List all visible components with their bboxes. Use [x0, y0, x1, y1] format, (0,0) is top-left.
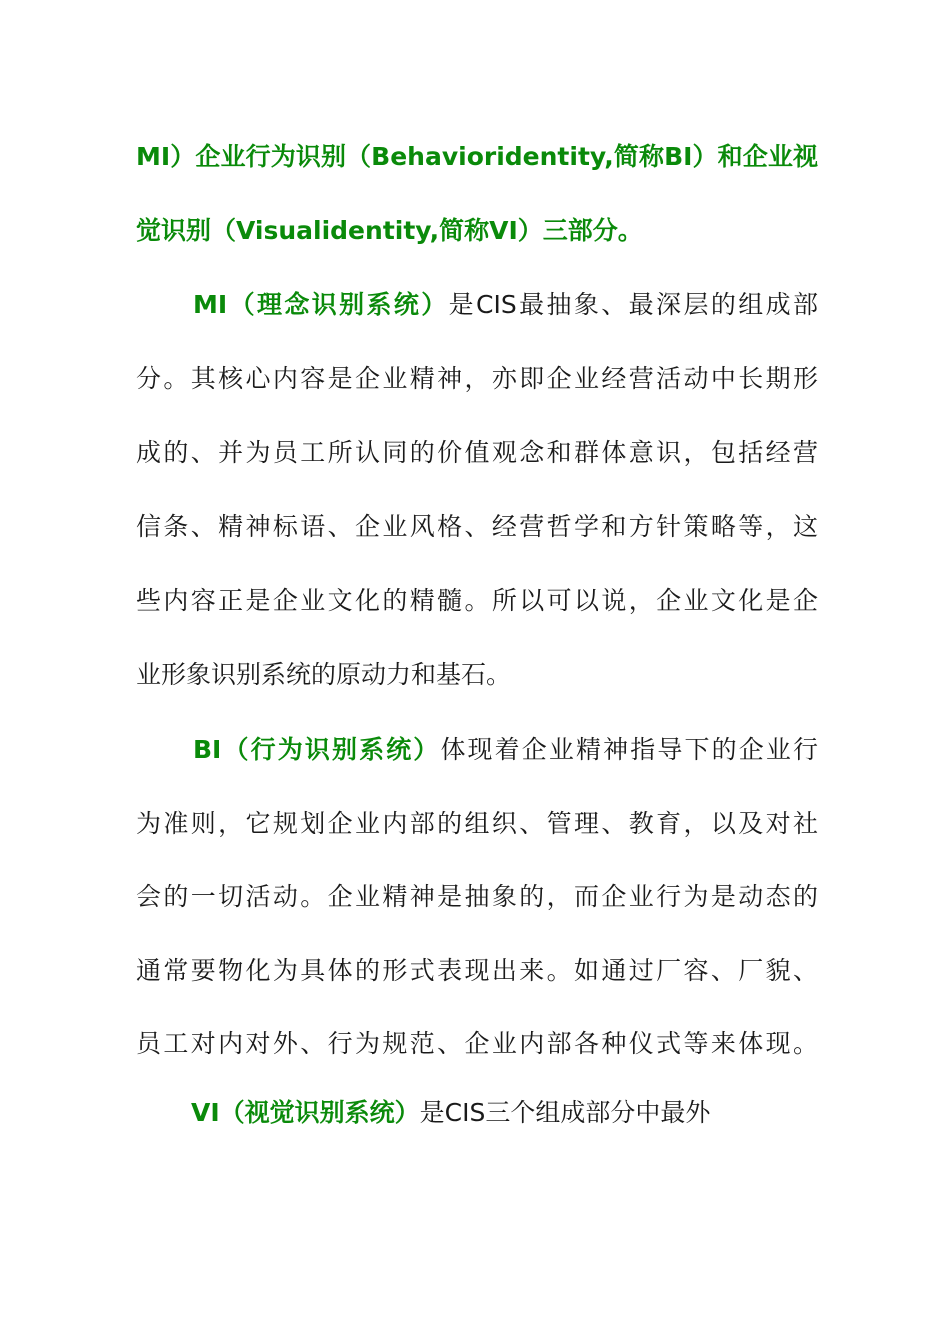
bi-paragraph-first-line	[193, 730, 818, 770]
mi-line-5: 些内容正是企业文化的精髓。所以可以说，企业文化是企	[136, 586, 818, 615]
mi-paragraph-first-line	[193, 285, 818, 325]
vi-paragraph-first-line	[191, 1093, 816, 1133]
bi-heading: BI（行为识别系统）	[193, 735, 441, 764]
intro-line-1: MI）企业行为识别（Behavioridentity,简称BI）和企业视	[136, 142, 818, 171]
bi-line-5: 员工对内对外、行为规范、企业内部各种仪式等来体现。	[136, 1029, 818, 1058]
bi-line-4: 通常要物化为具体的形式表现出来。如通过厂容、厂貌、	[136, 956, 818, 985]
mi-line-6: 业形象识别系统的原动力和基石。	[136, 660, 512, 689]
bi-line-1: 体现着企业精神指导下的企业行	[440, 735, 818, 764]
bi-line-2: 为准则，它规划企业内部的组织、管理、教育，以及对社	[136, 809, 818, 838]
mi-line-4: 信条、精神标语、企业风格、经营哲学和方针策略等，这	[136, 512, 818, 541]
intro-line-2: 觉识别（Visualidentity,简称VI）三部分。	[136, 216, 643, 245]
mi-heading: MI（理念识别系统）	[193, 290, 449, 319]
mi-line-3: 成的、并为员工所认同的价值观念和群体意识，包括经营	[136, 438, 818, 467]
bi-line-3: 会的一切活动。企业精神是抽象的，而企业行为是动态的	[136, 882, 818, 911]
vi-line-1: 是CIS三个组成部分中最外	[419, 1098, 711, 1127]
mi-line-2: 分。其核心内容是企业精神，亦即企业经营活动中长期形	[136, 364, 818, 393]
vi-heading: VI（视觉识别系统）	[191, 1098, 420, 1127]
mi-line-1: 是CIS最抽象、最深层的组成部	[448, 290, 818, 319]
